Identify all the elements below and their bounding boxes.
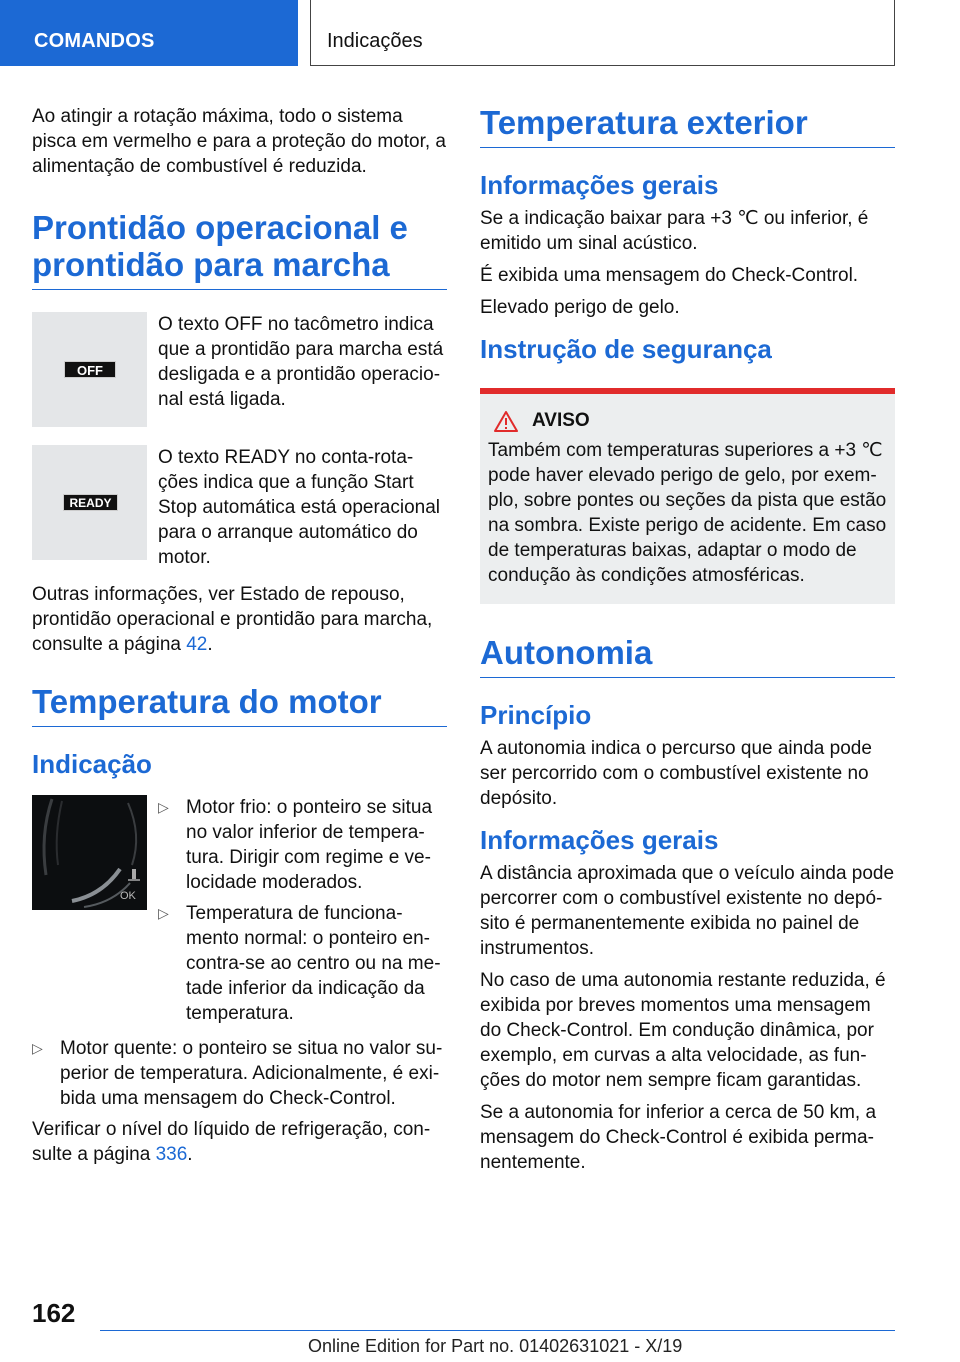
off-badge: OFF <box>64 361 116 378</box>
off-indicator-image <box>32 312 147 427</box>
temp-ext-p2: É exibida uma mensagem do Check-Control. <box>480 265 859 286</box>
off-row <box>32 312 447 427</box>
autonomia-reduzida: No caso de uma autonomia restante reduzida, é exibida por breves momentos uma mensagem do Check-Control. Em condução dinâmica, por exemplo, em curvas a alta velocidade, as funções do motor nem sempre ficam garantidas. <box>480 970 886 1091</box>
heading-instrucao-seguranca: Instrução de segurança <box>480 334 772 364</box>
bullet-motor-quente <box>32 1036 447 1111</box>
warning-triangle-icon <box>494 410 518 432</box>
autonomia-distancia: A distância aproximada que o veículo ainda pode percorrer com o combustível existente no depósito é permanentemente exibida no painel de instrumentos. <box>480 863 895 959</box>
warning-title: AVISO <box>532 410 590 431</box>
triangle-right-icon: ▷ <box>158 799 169 815</box>
bullet-quente-text: Motor quente: o ponteiro se situa no valor superior de temperatura. Adicionalmente, é exibida uma mensagem do Check-Control. <box>60 1038 443 1109</box>
right-column <box>480 104 895 1182</box>
outras-text: Outras informações, ver Estado de repouso, prontidão operacional e prontidão para marcha, consulte a página <box>32 584 433 655</box>
chapter-title: Indicações <box>310 0 895 66</box>
bullet-normal-text: Temperatura de funcionamento normal: o ponteiro encontra-se ao centro ou na metade inferior da indicação da temperatura. <box>186 903 441 1024</box>
page-header <box>0 0 960 66</box>
edition-info: Online Edition for Part no. 01402631021 - X/19 <box>308 1336 683 1356</box>
bullet-list-quente <box>32 1036 447 1111</box>
heading-prontidao: Prontidão operacional e prontidão para marcha <box>32 209 447 290</box>
ready-row <box>32 445 447 570</box>
verificar-text: Verificar o nível do líquido de refrigeração, consulte a página <box>32 1119 431 1165</box>
section-tab[interactable]: COMANDOS <box>0 0 298 66</box>
bullet-frio-text: Motor frio: o ponteiro se situa no valor inferior de temperatura. Dirigir com regime e velocidade moderados. <box>186 797 433 893</box>
bullet-motor-normal <box>158 901 447 1026</box>
gauge-row <box>32 795 447 1032</box>
page-link-42[interactable]: 42 <box>186 634 208 655</box>
autonomia-50km: Se a autonomia for inferior a cerca de 50 km, a mensagem do Check-Control é exibida permanentemente. <box>480 1102 877 1173</box>
off-description: O texto OFF no tacômetro indica que a prontidão para marcha está desligada e a prontidão operacional está ligada. <box>158 314 444 410</box>
gauge-bullet-list <box>158 795 447 1032</box>
page-number: 162 <box>32 1298 76 1328</box>
temperature-gauge-image <box>32 795 147 910</box>
heading-indicacao: Indicação <box>32 749 152 779</box>
heading-autonomia: Autonomia <box>480 634 895 678</box>
heading-principio: Princípio <box>480 700 592 730</box>
ready-description: O texto READY no conta-rotações indica que a função Start Stop automática está operacional para o arranque automático do motor. <box>158 447 441 568</box>
heading-temp-exterior: Temperatura exterior <box>480 104 895 148</box>
gauge-ok-label: OK <box>120 890 136 902</box>
verificar-paragraph <box>32 1117 447 1167</box>
outras-info-paragraph <box>32 582 447 657</box>
outras-end: . <box>207 634 213 655</box>
heading-info-gerais-2: Informações gerais <box>480 825 719 855</box>
heading-temp-motor: Temperatura do motor <box>32 683 447 727</box>
heading-info-gerais: Informações gerais <box>480 170 719 200</box>
ready-indicator-image <box>32 445 147 560</box>
principio-text: A autonomia indica o percurso que ainda pode ser percorrido com o combustível existente no depósito. <box>480 738 872 809</box>
left-column <box>32 104 447 1174</box>
temp-ext-p3: Elevado perigo de gelo. <box>480 297 680 318</box>
ready-badge: READY <box>63 494 118 511</box>
warning-text: Também com temperaturas superiores a +3 ℃ pode haver elevado perigo de gelo, por exemplo, sobre pontes ou seções da pista que estão na sombra. Existe perigo de acidente. Em caso de temperaturas baixas, adaptar o modo de condução às condições atmosféricas. <box>488 440 887 586</box>
bullet-motor-frio <box>158 795 447 895</box>
temp-ext-p1: Se a indicação baixar para +3 ℃ ou inferior, é emitido um sinal acústico. <box>480 208 869 254</box>
intro-paragraph: Ao atingir a rotação máxima, todo o sistema pisca em vermelho e para a proteção do motor, a alimentação de combustível é reduzida. <box>32 106 447 177</box>
gauge-icon <box>32 795 147 910</box>
triangle-right-icon: ▷ <box>158 905 169 921</box>
page-link-336[interactable]: 336 <box>155 1144 188 1165</box>
verificar-end: . <box>187 1144 193 1165</box>
footer-divider <box>100 1330 895 1331</box>
warning-header <box>488 410 887 432</box>
triangle-right-icon: ▷ <box>32 1040 43 1056</box>
warning-box <box>480 388 895 604</box>
